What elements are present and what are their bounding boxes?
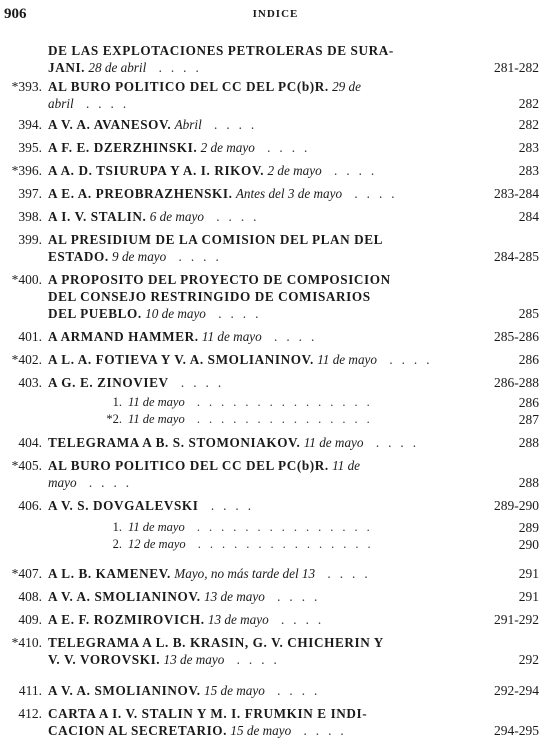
toc-entry [0, 611, 551, 628]
entry-number: 408. [18, 589, 42, 604]
dot-leader: .... [201, 117, 264, 132]
toc-entry [0, 271, 551, 322]
entry-text [48, 434, 474, 451]
entry-pages: 294-295 [494, 723, 539, 738]
toc-entry [0, 139, 551, 156]
dot-leader: .... [377, 352, 439, 367]
dot-leader: .... [146, 60, 208, 75]
toc-entry [0, 497, 551, 514]
entry-title: CARTA A I. V. STALIN Y M. I. FRUMKIN E INDI- CACION AL SECRETARIO. [48, 706, 368, 738]
table-of-contents [0, 42, 551, 739]
running-title: INDICE [252, 8, 299, 20]
entry-number: *407. [11, 566, 42, 581]
entry-number: *2. [106, 412, 122, 426]
entry-text [48, 588, 474, 605]
toc-subentry [0, 519, 551, 536]
dot-leader: .... [261, 329, 324, 344]
entry-date: 11 de mayo [317, 352, 378, 367]
dot-leader: ............... [184, 412, 379, 426]
entry-title: A V. A. AVANESOV. [48, 117, 172, 132]
entry-text [48, 116, 474, 133]
entry-pages: 289-290 [494, 498, 539, 513]
entry-text [128, 394, 474, 411]
dot-leader: .... [198, 498, 261, 513]
entry-text [128, 536, 474, 553]
entry-title: A V. A. SMOLIANINOV. [48, 589, 201, 604]
toc-entry [0, 374, 551, 391]
entry-title: A ARMAND HAMMER. [48, 329, 199, 344]
entry-pages: 284-285 [494, 249, 539, 264]
dot-leader: .... [76, 475, 139, 490]
entry-date: 2 de mayo [267, 163, 322, 178]
entry-number: 395. [18, 140, 42, 155]
dot-leader: .... [203, 209, 266, 224]
toc-entry [0, 705, 551, 739]
toc-entry [0, 42, 551, 76]
entry-date-continued: mayo [48, 475, 77, 490]
entry-date: 11 de mayo [128, 395, 185, 409]
entry-date: 11 de [332, 458, 361, 473]
entry-pages: 283-284 [494, 186, 539, 201]
toc-entry [0, 116, 551, 133]
entry-title: A F. E. DZERZHINSKI. [48, 140, 198, 155]
entry-title: AL BURO POLITICO DEL CC DEL PC(b)R. [48, 79, 329, 94]
entry-date: 15 de mayo [204, 683, 265, 698]
entry-date: Abril [174, 117, 202, 132]
entry-date: 12 de mayo [128, 537, 186, 551]
toc-entry [0, 434, 551, 451]
entry-date: 15 de mayo [230, 723, 292, 738]
dot-leader: .... [321, 163, 384, 178]
entry-pages: 283 [518, 163, 539, 178]
toc-entry [0, 351, 551, 368]
dot-leader: .... [205, 306, 268, 321]
entry-number: 412. [18, 706, 42, 721]
entry-date: 11 de mayo [128, 520, 185, 534]
dot-leader: ............... [184, 520, 379, 534]
toc-entry [0, 162, 551, 179]
entry-pages: 291-292 [494, 612, 539, 627]
dot-leader: .... [166, 249, 228, 264]
entry-text [48, 42, 474, 76]
toc-entry [0, 634, 551, 668]
entry-number: *400. [11, 272, 42, 287]
entry-number: 401. [18, 329, 42, 344]
entry-text [48, 208, 474, 225]
entry-pages: 288 [518, 435, 539, 450]
entry-pages: 285 [518, 306, 539, 321]
entry-text [48, 328, 474, 345]
entry-pages: 283 [518, 140, 539, 155]
toc-entry [0, 328, 551, 345]
entry-number: 1. [112, 395, 122, 409]
dot-leader: ............... [184, 395, 379, 409]
dot-leader: .... [291, 723, 353, 738]
entry-number: 394. [18, 117, 42, 132]
entry-number: *402. [11, 352, 42, 367]
entry-pages: 284 [518, 209, 539, 224]
entry-pages: 286-288 [494, 375, 539, 390]
entry-number: *405. [11, 458, 42, 473]
entry-text [48, 351, 474, 368]
entry-date: 6 de mayo [149, 209, 204, 224]
entry-title: AL PRESIDIUM DE LA COMISION DEL PLAN DEL ESTADO. [48, 232, 384, 264]
toc-entry [0, 208, 551, 225]
entry-title: A G. E. ZINOVIEV [48, 375, 169, 390]
dot-leader: .... [264, 683, 327, 698]
entry-date: 11 de mayo [201, 329, 262, 344]
entry-date: 9 de mayo [112, 249, 167, 264]
toc-entry [0, 185, 551, 202]
entry-text [48, 374, 474, 391]
toc-entry [0, 588, 551, 605]
entry-title: TELEGRAMA A L. B. KRASIN, G. V. CHICHERIN Y V. V. VOROVSKI. [48, 635, 384, 667]
entry-title: A L. A. FOTIEVA Y V. A. SMOLIANINOV. [48, 352, 314, 367]
dot-leader: .... [363, 435, 425, 450]
entry-title: A L. B. KAMENEV. [48, 566, 171, 581]
entry-number: *393. [11, 79, 42, 94]
entry-text [128, 519, 474, 536]
entry-date: 13 de mayo [204, 589, 265, 604]
dot-leader: ............... [185, 537, 380, 551]
entry-title: A I. V. STALIN. [48, 209, 147, 224]
entry-number: 1. [112, 520, 122, 534]
dot-leader: .... [342, 186, 404, 201]
entry-title: DE LAS EXPLOTACIONES PETROLERAS DE SURA- JANI. [48, 43, 394, 75]
entry-pages: 288 [518, 475, 539, 490]
entry-text [48, 271, 474, 322]
entry-number: 409. [18, 612, 42, 627]
entry-date-continued: abril [48, 96, 74, 111]
entry-number: 397. [18, 186, 42, 201]
entry-title: AL BURO POLITICO DEL CC DEL PC(b)R. [48, 458, 329, 473]
entry-date: 10 de mayo [145, 306, 206, 321]
page-header [4, 6, 547, 24]
entry-title: A V. S. DOVGALEVSKI [48, 498, 199, 513]
entry-number: 411. [18, 683, 42, 698]
toc-entry [0, 231, 551, 265]
dot-leader: .... [264, 589, 327, 604]
entry-text [48, 139, 474, 156]
entry-text [48, 457, 474, 491]
entry-date: 29 de [332, 79, 361, 94]
toc-subentry [0, 394, 551, 411]
toc-subentry [0, 411, 551, 428]
entry-text [48, 565, 474, 582]
page-number: 906 [4, 6, 27, 22]
entry-pages: 282 [518, 117, 539, 132]
entry-number: 2. [112, 537, 122, 551]
entry-pages: 292 [518, 652, 539, 667]
entry-number: 399. [18, 232, 42, 247]
toc-entry [0, 682, 551, 699]
toc-entry [0, 78, 551, 112]
entry-date: Mayo, no más tarde del 13 [174, 566, 316, 581]
entry-number: 404. [18, 435, 42, 450]
entry-title: A E. A. PREOBRAZHENSKI. [48, 186, 233, 201]
entry-text [48, 682, 474, 699]
entry-number: *396. [11, 163, 42, 178]
entry-pages: 291 [518, 589, 539, 604]
entry-text [48, 611, 474, 628]
entry-title: A V. A. SMOLIANINOV. [48, 683, 201, 698]
dot-leader: .... [254, 140, 317, 155]
dot-leader: .... [268, 612, 331, 627]
entry-title: TELEGRAMA A B. S. STOMONIAKOV. [48, 435, 301, 450]
entry-text [48, 162, 474, 179]
entry-number: 403. [18, 375, 42, 390]
entry-text [48, 497, 474, 514]
entry-text [48, 231, 474, 265]
entry-pages: 290 [518, 537, 539, 552]
entry-pages: 286 [518, 352, 539, 367]
entry-pages: 282 [518, 96, 539, 111]
entry-text [128, 411, 474, 428]
entry-title: A PROPOSITO DEL PROYECTO DE COMPOSICION DEL CONSEJO RESTRINGIDO DE COMISARIOS DEL PUEBLO. [48, 272, 391, 321]
entry-date: 13 de mayo [163, 652, 225, 667]
toc-entry [0, 457, 551, 491]
entry-date: 28 de abril [88, 60, 147, 75]
entry-pages: 286 [518, 395, 539, 410]
entry-date: 11 de mayo [303, 435, 364, 450]
dot-leader: .... [168, 375, 231, 390]
entry-date: 13 de mayo [207, 612, 269, 627]
entry-pages: 281-282 [494, 60, 539, 75]
entry-text [48, 705, 474, 739]
entry-pages: 289 [518, 520, 539, 535]
entry-number: 406. [18, 498, 42, 513]
entry-pages: 287 [518, 412, 539, 427]
toc-subentry [0, 536, 551, 553]
entry-text [48, 185, 474, 202]
entry-text [48, 78, 474, 112]
dot-leader: .... [73, 96, 136, 111]
entry-title: A E. F. ROZMIROVICH. [48, 612, 205, 627]
toc-entry [0, 565, 551, 582]
entry-title: A A. D. TSIURUPA Y A. I. RIKOV. [48, 163, 265, 178]
entry-date: 11 de mayo [128, 412, 185, 426]
entry-pages: 291 [518, 566, 539, 581]
entry-date: Antes del 3 de mayo [235, 186, 343, 201]
entry-date: 2 de mayo [200, 140, 255, 155]
entry-pages: 285-286 [494, 329, 539, 344]
entry-pages: 292-294 [494, 683, 539, 698]
entry-text [48, 634, 474, 668]
entry-number: *410. [11, 635, 42, 650]
dot-leader: .... [315, 566, 377, 581]
entry-number: 398. [18, 209, 42, 224]
dot-leader: .... [224, 652, 286, 667]
